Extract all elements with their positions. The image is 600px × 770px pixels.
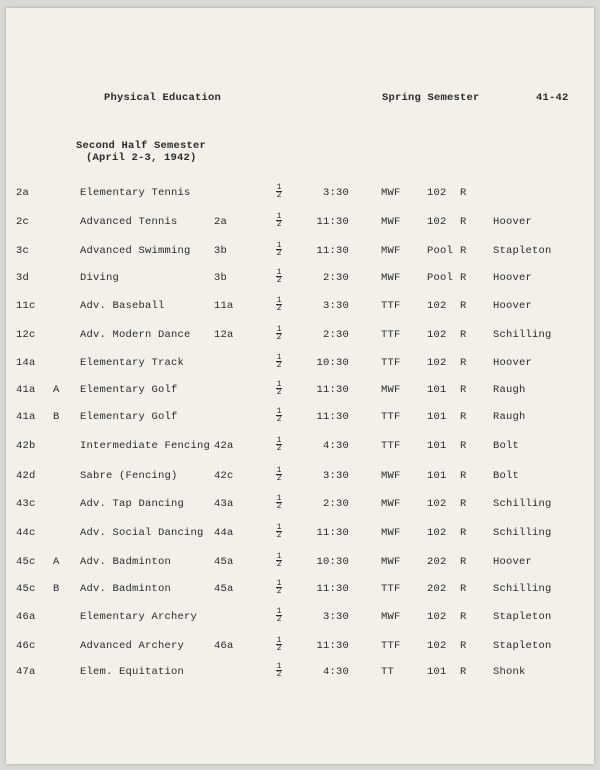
credit-fraction	[275, 467, 283, 482]
r-mark: R	[460, 357, 467, 369]
course-title: Elementary Archery	[80, 611, 198, 623]
course-code: 2c	[16, 216, 30, 228]
r-mark: R	[460, 583, 467, 595]
meeting-days: TTF	[381, 411, 401, 423]
credit-numerator: 1	[276, 662, 282, 671]
credit-denominator: 2	[276, 276, 282, 285]
credit-fraction	[275, 437, 283, 452]
subheader-line2: (April 2-3, 1942)	[86, 152, 197, 164]
r-mark: R	[460, 187, 467, 199]
semester-heading: Spring Semester	[382, 92, 480, 104]
course-title: Adv. Tap Dancing	[80, 498, 185, 510]
instructor: Hoover	[493, 216, 533, 228]
room: 102	[427, 329, 447, 341]
course-code: 47a	[16, 666, 36, 678]
credit-fraction	[275, 408, 283, 423]
credit-numerator: 1	[276, 268, 282, 277]
meeting-days: MWF	[381, 245, 401, 257]
credit-numerator: 1	[276, 241, 282, 250]
table-row	[6, 607, 594, 625]
class-time: 3:30	[322, 300, 349, 312]
course-code: 41a	[16, 411, 36, 423]
credit-denominator: 2	[276, 415, 282, 424]
instructor: Schilling	[493, 527, 552, 539]
course-code: 3c	[16, 245, 30, 257]
credit-denominator: 2	[276, 388, 282, 397]
prerequisite: 11a	[214, 300, 234, 312]
meeting-days: MWF	[381, 216, 401, 228]
room: Pool	[427, 245, 454, 257]
instructor: Hoover	[493, 272, 533, 284]
prerequisite: 45a	[214, 556, 234, 568]
section-letter: B	[53, 583, 60, 595]
table-row	[6, 436, 594, 454]
credit-numerator: 1	[276, 212, 282, 221]
meeting-days: TTF	[381, 300, 401, 312]
credit-denominator: 2	[276, 615, 282, 624]
credit-numerator: 1	[276, 380, 282, 389]
table-row	[6, 662, 594, 680]
room: 101	[427, 384, 447, 396]
instructor: Stapleton	[493, 611, 552, 623]
meeting-days: MWF	[381, 272, 401, 284]
credit-numerator: 1	[276, 296, 282, 305]
credit-fraction	[275, 608, 283, 623]
course-title: Elementary Golf	[80, 384, 178, 396]
table-row	[6, 579, 594, 597]
prerequisite: 44a	[214, 527, 234, 539]
r-mark: R	[460, 245, 467, 257]
instructor: Raugh	[493, 384, 526, 396]
credit-numerator: 1	[276, 353, 282, 362]
instructor: Schilling	[493, 329, 552, 341]
table-row	[6, 407, 594, 425]
instructor: Bolt	[493, 440, 520, 452]
table-row	[6, 494, 594, 512]
class-time: 10:30	[316, 357, 349, 369]
course-title: Elementary Track	[80, 357, 185, 369]
credit-denominator: 2	[276, 531, 282, 540]
course-code: 2a	[16, 187, 30, 199]
credit-denominator: 2	[276, 333, 282, 342]
credit-denominator: 2	[276, 560, 282, 569]
instructor: Schilling	[493, 498, 552, 510]
room: 102	[427, 357, 447, 369]
credit-numerator: 1	[276, 523, 282, 532]
class-time: 11:30	[316, 640, 349, 652]
room: 101	[427, 470, 447, 482]
credit-numerator: 1	[276, 636, 282, 645]
course-code: 14a	[16, 357, 36, 369]
r-mark: R	[460, 498, 467, 510]
credit-fraction	[275, 637, 283, 652]
section-letter: B	[53, 411, 60, 423]
r-mark: R	[460, 470, 467, 482]
credit-numerator: 1	[276, 183, 282, 192]
r-mark: R	[460, 556, 467, 568]
r-mark: R	[460, 411, 467, 423]
prerequisite: 12a	[214, 329, 234, 341]
credit-fraction	[275, 354, 283, 369]
table-row	[6, 268, 594, 286]
course-code: 12c	[16, 329, 36, 341]
instructor: Shonk	[493, 666, 526, 678]
course-title: Diving	[80, 272, 120, 284]
prerequisite: 3b	[214, 272, 228, 284]
class-time: 11:30	[316, 527, 349, 539]
prerequisite: 3b	[214, 245, 228, 257]
class-time: 11:30	[316, 384, 349, 396]
credit-denominator: 2	[276, 191, 282, 200]
course-code: 11c	[16, 300, 36, 312]
room: 102	[427, 216, 447, 228]
credit-fraction	[275, 184, 283, 199]
r-mark: R	[460, 300, 467, 312]
meeting-days: MWF	[381, 556, 401, 568]
r-mark: R	[460, 384, 467, 396]
credit-numerator: 1	[276, 552, 282, 561]
course-code: 42d	[16, 470, 36, 482]
department-heading: Physical Education	[104, 92, 222, 104]
course-title: Adv. Social Dancing	[80, 527, 204, 539]
prerequisite: 46a	[214, 640, 234, 652]
course-title: Advanced Archery	[80, 640, 185, 652]
class-time: 4:30	[322, 666, 349, 678]
meeting-days: TTF	[381, 640, 401, 652]
course-code: 42b	[16, 440, 36, 452]
room: 102	[427, 611, 447, 623]
room: 102	[427, 640, 447, 652]
credit-fraction	[275, 663, 283, 678]
instructor: Stapleton	[493, 245, 552, 257]
meeting-days: TT	[381, 666, 395, 678]
room: 202	[427, 583, 447, 595]
meeting-days: MWF	[381, 498, 401, 510]
meeting-days: TTF	[381, 329, 401, 341]
credit-fraction	[275, 269, 283, 284]
meeting-days: MWF	[381, 527, 401, 539]
prerequisite: 42c	[214, 470, 234, 482]
credit-numerator: 1	[276, 494, 282, 503]
course-title: Adv. Baseball	[80, 300, 165, 312]
meeting-days: MWF	[381, 470, 401, 482]
instructor: Bolt	[493, 470, 520, 482]
course-code: 46c	[16, 640, 36, 652]
credit-denominator: 2	[276, 644, 282, 653]
subheader-line1: Second Half Semester	[76, 140, 207, 152]
r-mark: R	[460, 611, 467, 623]
credit-denominator: 2	[276, 587, 282, 596]
meeting-days: TTF	[381, 583, 401, 595]
r-mark: R	[460, 272, 467, 284]
meeting-days: TTF	[381, 440, 401, 452]
meeting-days: MWF	[381, 384, 401, 396]
meeting-days: MWF	[381, 187, 401, 199]
room: 102	[427, 300, 447, 312]
credit-denominator: 2	[276, 361, 282, 370]
prerequisite: 2a	[214, 216, 228, 228]
table-row	[6, 466, 594, 484]
class-time: 11:30	[316, 245, 349, 257]
page-code: 41-42	[536, 92, 569, 104]
room: 202	[427, 556, 447, 568]
instructor: Hoover	[493, 300, 533, 312]
instructor: Hoover	[493, 556, 533, 568]
credit-denominator: 2	[276, 444, 282, 453]
r-mark: R	[460, 666, 467, 678]
class-time: 3:30	[322, 187, 349, 199]
credit-fraction	[275, 326, 283, 341]
credit-numerator: 1	[276, 466, 282, 475]
credit-fraction	[275, 495, 283, 510]
class-time: 4:30	[322, 440, 349, 452]
course-code: 3d	[16, 272, 30, 284]
room: Pool	[427, 272, 454, 284]
room: 102	[427, 527, 447, 539]
class-time: 10:30	[316, 556, 349, 568]
credit-denominator: 2	[276, 474, 282, 483]
room: 101	[427, 411, 447, 423]
credit-numerator: 1	[276, 436, 282, 445]
course-code: 45c	[16, 583, 36, 595]
document-page	[6, 8, 594, 764]
prerequisite: 45a	[214, 583, 234, 595]
class-time: 11:30	[316, 411, 349, 423]
course-title: Adv. Badminton	[80, 556, 172, 568]
course-title: Advanced Tennis	[80, 216, 178, 228]
course-title: Elem. Equitation	[80, 666, 185, 678]
course-code: 46a	[16, 611, 36, 623]
table-row	[6, 241, 594, 259]
prerequisite: 43a	[214, 498, 234, 510]
table-row	[6, 353, 594, 371]
credit-numerator: 1	[276, 407, 282, 416]
course-code: 43c	[16, 498, 36, 510]
credit-fraction	[275, 381, 283, 396]
instructor: Stapleton	[493, 640, 552, 652]
r-mark: R	[460, 216, 467, 228]
credit-numerator: 1	[276, 325, 282, 334]
r-mark: R	[460, 440, 467, 452]
credit-denominator: 2	[276, 670, 282, 679]
table-row	[6, 183, 594, 201]
meeting-days: TTF	[381, 357, 401, 369]
course-title: Intermediate Fencing	[80, 440, 211, 452]
credit-fraction	[275, 553, 283, 568]
instructor: Schilling	[493, 583, 552, 595]
course-code: 44c	[16, 527, 36, 539]
meeting-days: MWF	[381, 611, 401, 623]
course-title: Elementary Tennis	[80, 187, 191, 199]
instructor: Raugh	[493, 411, 526, 423]
credit-fraction	[275, 524, 283, 539]
credit-numerator: 1	[276, 579, 282, 588]
class-time: 3:30	[322, 470, 349, 482]
room: 101	[427, 440, 447, 452]
room: 101	[427, 666, 447, 678]
table-row	[6, 212, 594, 230]
credit-fraction	[275, 580, 283, 595]
class-time: 2:30	[322, 498, 349, 510]
credit-fraction	[275, 297, 283, 312]
credit-fraction	[275, 213, 283, 228]
course-title: Sabre (Fencing)	[80, 470, 178, 482]
prerequisite: 42a	[214, 440, 234, 452]
class-time: 2:30	[322, 329, 349, 341]
course-title: Advanced Swimming	[80, 245, 191, 257]
class-time: 11:30	[316, 583, 349, 595]
class-time: 3:30	[322, 611, 349, 623]
course-title: Adv. Modern Dance	[80, 329, 191, 341]
section-letter: A	[53, 384, 60, 396]
credit-denominator: 2	[276, 249, 282, 258]
class-time: 11:30	[316, 216, 349, 228]
table-row	[6, 296, 594, 314]
table-row	[6, 380, 594, 398]
instructor: Hoover	[493, 357, 533, 369]
table-row	[6, 523, 594, 541]
room: 102	[427, 187, 447, 199]
course-code: 41a	[16, 384, 36, 396]
credit-numerator: 1	[276, 607, 282, 616]
credit-denominator: 2	[276, 502, 282, 511]
credit-denominator: 2	[276, 220, 282, 229]
class-time: 2:30	[322, 272, 349, 284]
table-row	[6, 325, 594, 343]
r-mark: R	[460, 640, 467, 652]
table-row	[6, 636, 594, 654]
section-letter: A	[53, 556, 60, 568]
course-title: Elementary Golf	[80, 411, 178, 423]
table-row	[6, 552, 594, 570]
credit-fraction	[275, 242, 283, 257]
r-mark: R	[460, 527, 467, 539]
credit-denominator: 2	[276, 304, 282, 313]
room: 102	[427, 498, 447, 510]
r-mark: R	[460, 329, 467, 341]
course-title: Adv. Badminton	[80, 583, 172, 595]
course-code: 45c	[16, 556, 36, 568]
